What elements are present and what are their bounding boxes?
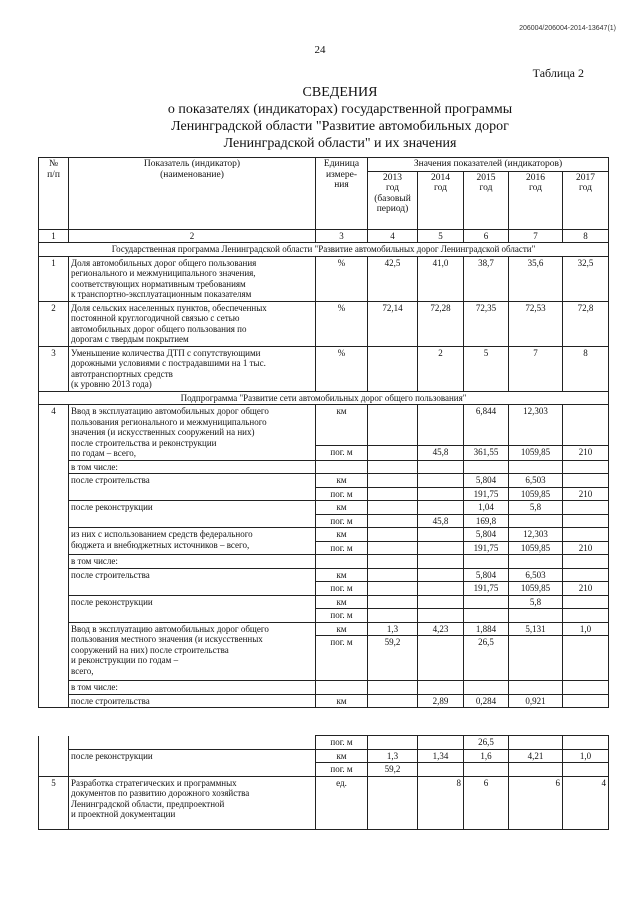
value-cell: 7 <box>509 346 563 391</box>
value-cell <box>368 681 418 695</box>
header-num-top: № <box>48 159 59 169</box>
value-cell: 72,53 <box>509 301 563 346</box>
indicator-line: постоянной круглогодичной связью с сетью <box>71 313 240 323</box>
value-cell <box>368 609 418 623</box>
indicator-name: после строительства <box>69 568 316 595</box>
year-label: год <box>479 183 493 193</box>
indicator-line: из них с использованием средств федерального <box>71 529 253 539</box>
value-cell <box>418 528 464 542</box>
value-cell <box>563 763 609 777</box>
table-row <box>39 555 609 569</box>
year-label: год <box>579 183 592 193</box>
subprogram-title: Подпрограмма "Развитие сети автомобильных дорог общего пользования" <box>39 391 609 405</box>
value-cell <box>464 460 509 474</box>
unit-cell: пог. м <box>316 582 368 596</box>
value-cell <box>563 460 609 474</box>
value-cell <box>418 736 464 750</box>
value-cell: 26,5 <box>464 636 509 681</box>
indicator-line: соответствующих нормативным требованиям <box>71 278 246 289</box>
indicators-table <box>38 157 609 708</box>
row-number <box>39 736 69 777</box>
value-cell <box>418 501 464 515</box>
value-cell: 26,5 <box>464 736 509 750</box>
value-cell <box>418 460 464 474</box>
indicator-line: Доля автомобильных дорог общего пользования <box>71 257 257 268</box>
header-year-2015 <box>464 171 509 229</box>
header-year-2017 <box>563 171 609 229</box>
table-row <box>39 256 609 301</box>
indicator-line: автотранспортных средств <box>71 368 173 379</box>
value-cell: 5 <box>464 346 509 391</box>
indicator-line: пользования регионального и межмуниципального <box>71 416 267 427</box>
table-row <box>39 460 609 474</box>
indicator-line: и проектной документации <box>71 809 176 819</box>
value-cell: 45,8 <box>418 514 464 528</box>
value-cell <box>563 555 609 569</box>
value-cell: 72,8 <box>563 301 609 346</box>
unit-cell: пог. м <box>316 609 368 623</box>
value-cell: 4 <box>563 776 609 829</box>
value-cell: 1,3 <box>368 749 418 763</box>
value-cell: 361,55 <box>464 446 509 461</box>
unit-cell: км <box>316 405 368 446</box>
header-unit-line: ния <box>334 180 349 190</box>
value-cell: 42,5 <box>368 256 418 301</box>
value-cell <box>418 636 464 681</box>
indicator-line: бюджета и внебюджетных источников – всего, <box>71 539 250 550</box>
column-number: 4 <box>368 229 418 243</box>
year-label: 2014 <box>431 172 450 183</box>
column-numbers-row <box>39 229 609 243</box>
header-num <box>39 158 69 230</box>
indicator-name: после реконструкции <box>69 595 316 622</box>
indicator-name <box>69 301 316 346</box>
value-cell <box>563 694 609 708</box>
indicator-line: всего, <box>71 665 94 676</box>
value-cell <box>368 694 418 708</box>
value-cell: 45,8 <box>418 446 464 461</box>
header-unit-line: измере- <box>325 169 358 180</box>
table-label: Таблица 2 <box>532 66 584 80</box>
value-cell: 169,8 <box>464 514 509 528</box>
value-cell: 41,0 <box>418 256 464 301</box>
value-cell: 210 <box>563 446 609 461</box>
value-cell: 6,503 <box>509 568 563 582</box>
table-row <box>39 301 609 346</box>
table-row <box>39 528 609 542</box>
value-cell <box>368 541 418 555</box>
title-line: Ленинградской области" и их значения <box>223 136 457 151</box>
value-cell: 12,303 <box>509 405 563 446</box>
unit-cell: ед. <box>316 776 368 829</box>
row-number: 4 <box>39 405 69 708</box>
value-cell <box>418 595 464 609</box>
value-cell <box>418 487 464 501</box>
value-cell: 32,5 <box>563 256 609 301</box>
year-label: (базовый <box>374 193 411 204</box>
header-unit <box>316 158 368 230</box>
value-cell: 59,2 <box>368 763 418 777</box>
value-cell: 4,23 <box>418 622 464 636</box>
value-cell <box>563 595 609 609</box>
indicator-name <box>69 622 316 681</box>
column-number: 6 <box>464 229 509 243</box>
value-cell <box>509 609 563 623</box>
subprogram-title-row <box>39 391 609 405</box>
value-cell <box>368 501 418 515</box>
unit-cell: пог. м <box>316 763 368 777</box>
value-cell: 5,804 <box>464 474 509 488</box>
indicator-line: и реконструкции по годам – <box>71 655 179 665</box>
unit-cell: пог. м <box>316 514 368 528</box>
value-cell: 210 <box>563 541 609 555</box>
year-label: 2015 <box>476 172 496 183</box>
header-year-2014 <box>418 171 464 229</box>
indicator-name: после строительства <box>69 474 316 501</box>
value-cell: 1,0 <box>563 622 609 636</box>
indicator-line: регионального и межмуниципального значения, <box>71 268 256 278</box>
value-cell: 1059,85 <box>509 446 563 461</box>
indicator-line: значения (и искусственных сооружений на них) <box>71 427 255 437</box>
value-cell <box>368 487 418 501</box>
column-number: 2 <box>69 229 316 243</box>
value-cell: 38,7 <box>464 256 509 301</box>
value-cell: 1,04 <box>464 501 509 515</box>
column-number: 8 <box>563 229 609 243</box>
value-cell <box>418 474 464 488</box>
value-cell: 8 <box>418 776 464 829</box>
value-cell <box>509 763 563 777</box>
indicator-name: после реконструкции <box>69 749 316 776</box>
indicator-name <box>69 776 316 829</box>
unit-cell: % <box>316 346 368 391</box>
value-cell: 6,503 <box>509 474 563 488</box>
indicator-line: дорогам с твердым покрытием <box>71 334 189 344</box>
value-cell: 0,921 <box>509 694 563 708</box>
unit-cell: км <box>316 622 368 636</box>
value-cell: 59,2 <box>368 636 418 681</box>
table-row <box>39 501 609 515</box>
value-cell <box>418 568 464 582</box>
value-cell <box>418 763 464 777</box>
unit-cell: км <box>316 595 368 609</box>
unit-cell <box>316 460 368 474</box>
value-cell: 6,844 <box>464 405 509 446</box>
value-cell <box>418 609 464 623</box>
indicator-name <box>69 346 316 391</box>
value-cell: 1059,85 <box>509 541 563 555</box>
value-cell: 0,284 <box>464 694 509 708</box>
table-row <box>39 736 609 750</box>
value-cell: 5,804 <box>464 528 509 542</box>
table-row <box>39 474 609 488</box>
value-cell <box>368 555 418 569</box>
value-cell <box>563 528 609 542</box>
value-cell <box>563 609 609 623</box>
value-cell <box>368 776 418 829</box>
value-cell <box>368 568 418 582</box>
value-cell <box>368 528 418 542</box>
unit-cell: км <box>316 568 368 582</box>
program-title-row <box>39 243 609 257</box>
header-indicator-top: Показатель (индикатор) <box>143 159 241 169</box>
value-cell <box>368 736 418 750</box>
header-indicator-bottom: (наименование) <box>160 169 224 180</box>
unit-cell: км <box>316 474 368 488</box>
table-row <box>39 749 609 763</box>
value-cell: 1,34 <box>418 749 464 763</box>
unit-cell: пог. м <box>316 636 368 681</box>
value-cell: 2,89 <box>418 694 464 708</box>
value-cell <box>563 474 609 488</box>
unit-cell: пог. м <box>316 541 368 555</box>
value-cell <box>368 514 418 528</box>
value-cell <box>509 460 563 474</box>
indicator-line: Ввод в эксплуатацию автомобильных дорог общего <box>71 623 269 634</box>
indicator-name: после реконструкции <box>69 501 316 528</box>
indicator-line: Ввод в эксплуатацию автомобильных дорог общего <box>71 406 269 416</box>
header-num-bottom: п/п <box>47 169 60 180</box>
value-cell: 72,35 <box>464 301 509 346</box>
value-cell: 210 <box>563 487 609 501</box>
indicator-name <box>69 528 316 555</box>
unit-cell: км <box>316 694 368 708</box>
indicators-table-continued <box>38 735 609 830</box>
value-cell <box>563 514 609 528</box>
value-cell: 5,8 <box>509 501 563 515</box>
document-title <box>0 84 640 152</box>
year-label: год <box>386 183 399 193</box>
value-cell: 4,21 <box>509 749 563 763</box>
value-cell <box>418 582 464 596</box>
table-row <box>39 622 609 636</box>
value-cell <box>418 541 464 555</box>
value-cell: 35,6 <box>509 256 563 301</box>
value-cell <box>368 446 418 461</box>
title-line: СВЕДЕНИЯ <box>302 85 378 100</box>
value-cell <box>563 568 609 582</box>
value-cell: 72,14 <box>368 301 418 346</box>
value-cell <box>509 555 563 569</box>
value-cell <box>464 595 509 609</box>
unit-cell: пог. м <box>316 446 368 461</box>
indicator-name: в том числе: <box>69 681 316 695</box>
row-number: 2 <box>39 301 69 346</box>
program-title: Государственная программа Ленинградской области "Развитие автомобильных дорог Ленинградской области" <box>39 243 609 257</box>
value-cell <box>464 555 509 569</box>
value-cell <box>418 681 464 695</box>
indicator-name: в том числе: <box>69 555 316 569</box>
title-line: Ленинградской области "Развитие автомобильных дорог <box>171 119 509 134</box>
header-values-title: Значения показателей (индикаторов) <box>368 158 609 172</box>
indicator-line: Ленинградской области, предпроектной <box>71 798 225 809</box>
row-number: 3 <box>39 346 69 391</box>
unit-cell: % <box>316 256 368 301</box>
indicator-line: сооружений на них) после строительства <box>71 644 229 655</box>
value-cell: 5,804 <box>464 568 509 582</box>
header-row <box>39 158 609 172</box>
value-cell <box>509 514 563 528</box>
value-cell: 2 <box>418 346 464 391</box>
value-cell: 1,0 <box>563 749 609 763</box>
indicator-line: по годам – всего, <box>71 448 137 458</box>
indicator-line: пользования местного значения (и искусственных <box>71 634 263 644</box>
value-cell <box>509 681 563 695</box>
table-row <box>39 405 609 446</box>
indicator-line: Уменьшение количества ДТП с сопутствующими <box>71 347 261 358</box>
indicator-line: дорожными условиями с пострадавшими на 1 тыс. <box>71 358 266 368</box>
value-cell: 6 <box>509 776 563 829</box>
header-unit-line: Единица <box>323 159 360 169</box>
indicator-line: Доля сельских населенных пунктов, обеспеченных <box>71 302 267 313</box>
value-cell: 5,131 <box>509 622 563 636</box>
value-cell <box>464 681 509 695</box>
table-row <box>39 694 609 708</box>
value-cell <box>368 346 418 391</box>
table-row <box>39 681 609 695</box>
unit-cell: км <box>316 528 368 542</box>
year-label: 2016 <box>526 172 545 183</box>
table-row <box>39 776 609 829</box>
value-cell: 1059,85 <box>509 582 563 596</box>
value-cell: 191,75 <box>464 541 509 555</box>
value-cell: 1,3 <box>368 622 418 636</box>
value-cell <box>368 474 418 488</box>
value-cell <box>368 405 418 446</box>
value-cell: 191,75 <box>464 487 509 501</box>
indicator-name <box>69 736 316 750</box>
header-indicator <box>69 158 316 230</box>
value-cell <box>509 736 563 750</box>
table-row <box>39 568 609 582</box>
indicator-name: в том числе: <box>69 460 316 474</box>
value-cell <box>418 555 464 569</box>
column-number: 3 <box>316 229 368 243</box>
header-year-2013 <box>368 171 418 229</box>
value-cell: 1059,85 <box>509 487 563 501</box>
unit-cell <box>316 555 368 569</box>
row-number: 1 <box>39 256 69 301</box>
unit-cell: пог. м <box>316 736 368 750</box>
indicator-name <box>69 256 316 301</box>
column-number: 7 <box>509 229 563 243</box>
indicator-line: документов по развитию дорожного хозяйства <box>71 788 250 798</box>
value-cell <box>464 609 509 623</box>
indicator-line: (к уровню 2013 года) <box>71 379 152 389</box>
header-year-2016 <box>509 171 563 229</box>
unit-cell: пог. м <box>316 487 368 501</box>
unit-cell: км <box>316 749 368 763</box>
value-cell: 72,28 <box>418 301 464 346</box>
value-cell <box>418 405 464 446</box>
year-label: период) <box>376 204 409 214</box>
value-cell <box>368 460 418 474</box>
year-label: год <box>434 183 447 193</box>
unit-cell <box>316 681 368 695</box>
column-number: 5 <box>418 229 464 243</box>
value-cell: 6 <box>464 776 509 829</box>
row-number: 5 <box>39 776 69 829</box>
document-id: 206004/206004-2014-13647(1) <box>519 25 616 32</box>
unit-cell: км <box>316 501 368 515</box>
indicator-name <box>69 405 316 461</box>
value-cell: 1,884 <box>464 622 509 636</box>
year-label: 2017 <box>576 172 596 183</box>
value-cell: 210 <box>563 582 609 596</box>
indicator-line: Разработка стратегических и программных <box>71 777 237 788</box>
page-number: 24 <box>314 44 326 56</box>
column-number: 1 <box>39 229 69 243</box>
value-cell: 1,6 <box>464 749 509 763</box>
value-cell: 5,8 <box>509 595 563 609</box>
value-cell <box>563 681 609 695</box>
value-cell: 8 <box>563 346 609 391</box>
value-cell <box>368 595 418 609</box>
value-cell <box>563 405 609 446</box>
value-cell <box>563 636 609 681</box>
unit-cell: % <box>316 301 368 346</box>
value-cell <box>563 736 609 750</box>
indicator-line: после строительства и реконструкции <box>71 437 217 448</box>
value-cell <box>563 501 609 515</box>
title-line: о показателях (индикаторах) государственной программы <box>167 102 513 117</box>
table-row <box>39 346 609 391</box>
year-label: год <box>529 183 542 193</box>
indicator-line: к транспортно-эксплуатационным показателям <box>71 289 252 299</box>
value-cell: 12,303 <box>509 528 563 542</box>
value-cell: 191,75 <box>464 582 509 596</box>
value-cell <box>464 763 509 777</box>
value-cell <box>368 582 418 596</box>
indicator-name: после строительства <box>69 694 316 708</box>
table-row <box>39 595 609 609</box>
year-label: 2013 <box>383 172 402 183</box>
value-cell <box>509 636 563 681</box>
indicator-line: автомобильных дорог общего пользования по <box>71 323 247 334</box>
